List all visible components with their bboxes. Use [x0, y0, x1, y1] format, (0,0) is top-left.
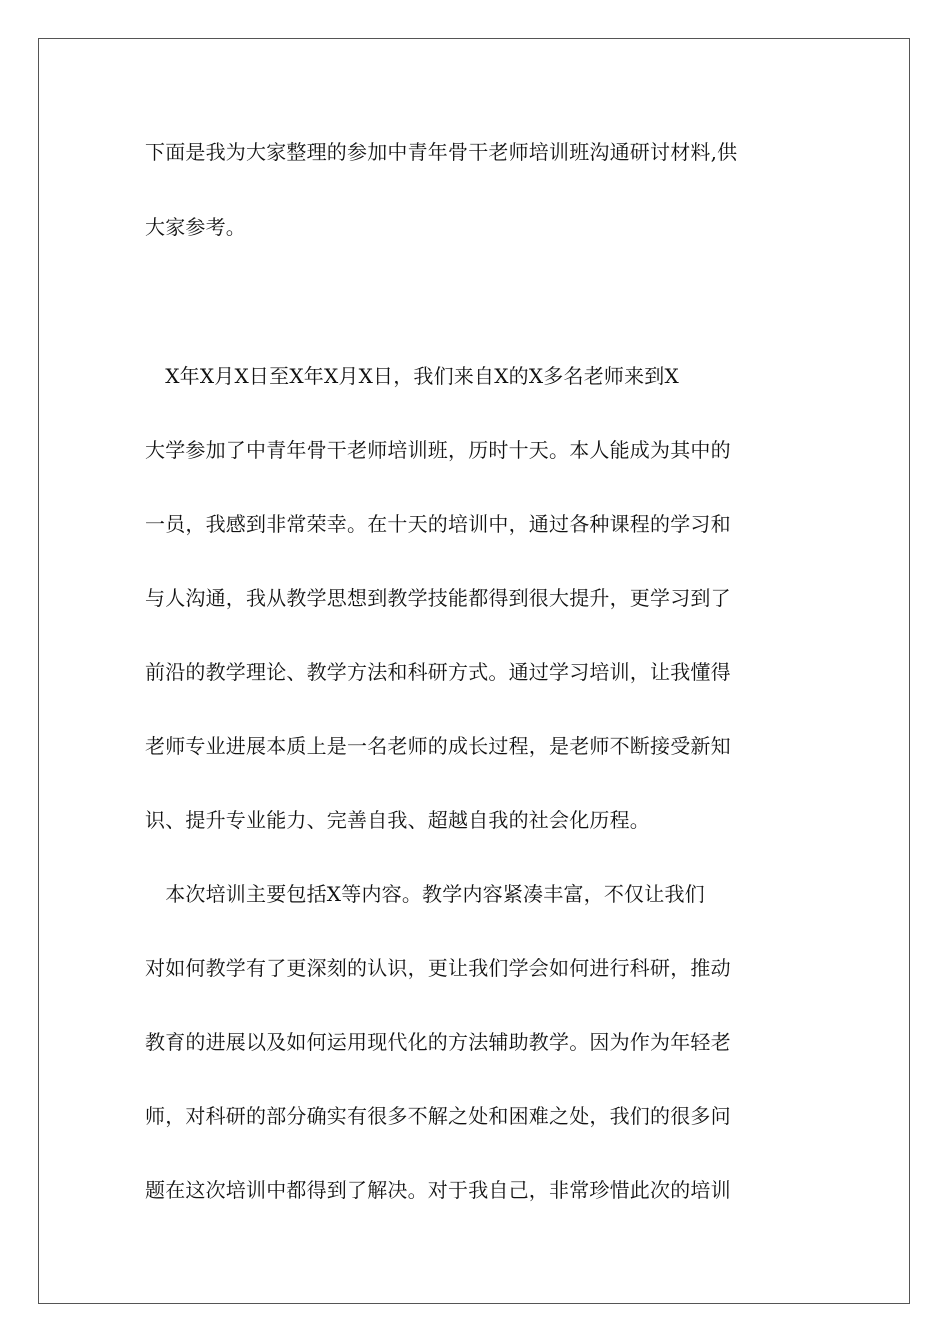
paragraph-1-line-6: 老师专业进展本质上是一名老师的成长过程，是老师不断接受新知 [145, 734, 731, 758]
paragraph-2-line-2: 对如何教学有了更深刻的认识，更让我们学会如何进行科研，推动 [145, 956, 731, 980]
intro-line-1: 下面是我为大家整理的参加中青年骨干老师培训班沟通研讨材料,供 [145, 140, 738, 164]
paragraph-1-line-1: X年X月X日至X年X月X日，我们来自X的X多名老师来到X [145, 364, 679, 388]
paragraph-1-line-2: 大学参加了中青年骨干老师培训班，历时十天。本人能成为其中的 [145, 438, 731, 462]
paragraph-1-line-7: 识、提升专业能力、完善自我、超越自我的社会化历程。 [145, 808, 650, 832]
paragraph-1-line-4: 与人沟通，我从教学思想到教学技能都得到很大提升，更学习到了 [145, 586, 731, 610]
paragraph-1-line-5: 前沿的教学理论、教学方法和科研方式。通过学习培训，让我懂得 [145, 660, 731, 684]
paragraph-2-line-1: 本次培训主要包括X等内容。教学内容紧凑丰富，不仅让我们 [145, 882, 705, 906]
intro-line-2: 大家参考。 [145, 215, 246, 239]
paragraph-2-line-4: 师，对科研的部分确实有很多不解之处和困难之处，我们的很多问 [145, 1104, 731, 1128]
paragraph-2-line-5: 题在这次培训中都得到了解决。对于我自己，非常珍惜此次的培训 [145, 1178, 731, 1202]
paragraph-1-line-3: 一员，我感到非常荣幸。在十天的培训中，通过各种课程的学习和 [145, 512, 731, 536]
paragraph-2-line-3: 教育的进展以及如何运用现代化的方法辅助教学。因为作为年轻老 [145, 1030, 731, 1054]
